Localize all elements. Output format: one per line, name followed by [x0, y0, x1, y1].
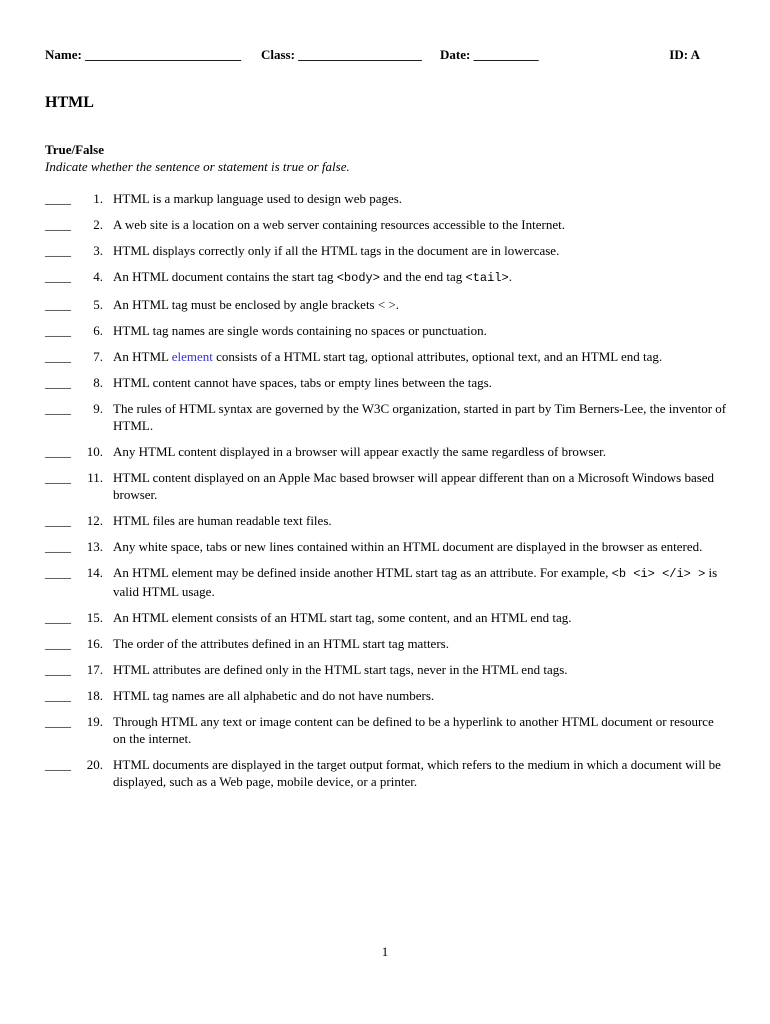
answer-blank: ____ [45, 470, 71, 485]
question-text: HTML displays correctly only if all the HTML tags in the document are in lowercase. [113, 243, 560, 258]
answer-blank: ____ [45, 757, 71, 772]
question-item [45, 713, 730, 747]
answer-blank: ____ [45, 323, 71, 338]
question-item [45, 242, 730, 259]
question-text-part: and the end tag [379, 269, 466, 284]
question-number: 15. [86, 610, 103, 625]
question-item [45, 443, 730, 460]
question-number: 11. [87, 470, 103, 485]
question-text: HTML content displayed on an Apple Mac based browser will appear different than on a Microsoft Windows based browser. [113, 470, 715, 502]
question-text-part: An HTML element may be defined inside another HTML start tag as an attribute. For example, [113, 565, 612, 580]
question-number: 7. [93, 349, 103, 364]
question-item [45, 538, 730, 555]
question-item [45, 687, 730, 704]
question-number: 5. [93, 297, 103, 312]
question-text-part: . [508, 269, 512, 284]
question-text [113, 348, 730, 365]
question-text: The order of the attributes defined in an HTML start tag matters. [113, 636, 449, 651]
question-item [45, 512, 730, 529]
question-text-part: An HTML [113, 349, 172, 364]
question-text-part: consists of a HTML start tag, optional attributes, optional text, and an HTML end tag. [212, 349, 663, 364]
question-item [45, 564, 730, 600]
question-text: HTML tag names are all alphabetic and do not have numbers. [113, 688, 435, 703]
question-item [45, 268, 730, 287]
question-number: 9. [93, 401, 103, 416]
class-field: Class: ___________________ [261, 47, 422, 62]
page-title: HTML [45, 94, 94, 111]
section-title: True/False [45, 142, 104, 157]
question-item [45, 216, 730, 233]
question-number: 3. [93, 243, 103, 258]
question-number: 2. [93, 217, 103, 232]
question-number: 18. [86, 688, 103, 703]
answer-blank: ____ [45, 243, 71, 258]
answer-blank: ____ [45, 714, 71, 729]
question-text: HTML files are human readable text files. [113, 513, 332, 528]
question-item [45, 190, 730, 207]
answer-blank: ____ [45, 539, 71, 554]
question-number: 17. [86, 662, 103, 677]
question-number: 6. [93, 323, 103, 338]
question-number: 13. [86, 539, 103, 554]
question-item [45, 756, 730, 790]
question-item [45, 348, 730, 365]
question-number: 10. [86, 444, 103, 459]
question-text [113, 564, 730, 600]
question-text: The rules of HTML syntax are governed by the W3C organization, started in part by Tim Berners-Lee, the inventor of HTML. [113, 401, 727, 433]
answer-blank: ____ [45, 444, 71, 459]
answer-blank: ____ [45, 297, 71, 312]
answer-blank: ____ [45, 610, 71, 625]
answer-blank: ____ [45, 269, 71, 284]
answer-blank: ____ [45, 688, 71, 703]
answer-blank: ____ [45, 401, 71, 416]
question-number: 14. [86, 565, 103, 580]
question-number: 1. [93, 191, 103, 206]
test-id: ID: A [669, 47, 700, 62]
question-text: HTML documents are displayed in the target output format, which refers to the medium in which a document will be displayed, such as a Web page, mobile device, or a printer. [113, 757, 721, 789]
question-text: An HTML tag must be enclosed by angle brackets < >. [113, 297, 400, 312]
question-item [45, 296, 730, 313]
name-field: Name: ________________________ [45, 47, 242, 62]
question-number: 12. [86, 513, 103, 528]
code-snippet: <b <i> </i> > [611, 567, 706, 581]
question-text: HTML content cannot have spaces, tabs or empty lines between the tags. [113, 375, 492, 390]
code-snippet: <body> [336, 271, 380, 285]
question-text: A web site is a location on a web server containing resources accessible to the Internet. [113, 217, 565, 232]
question-text: Any white space, tabs or new lines contained within an HTML document are displayed in the browser as entered. [113, 539, 703, 554]
question-number: 19. [86, 714, 103, 729]
question-text [113, 268, 730, 287]
question-item [45, 609, 730, 626]
answer-blank: ____ [45, 565, 71, 580]
question-text: An HTML element consists of an HTML start tag, some content, and an HTML end tag. [113, 610, 572, 625]
answer-blank: ____ [45, 513, 71, 528]
question-number: 8. [93, 375, 103, 390]
date-field: Date: __________ [440, 47, 539, 62]
question-text: Any HTML content displayed in a browser will appear exactly the same regardless of browser. [113, 444, 607, 459]
answer-blank: ____ [45, 662, 71, 677]
question-text: HTML tag names are single words containing no spaces or punctuation. [113, 323, 487, 338]
question-number: 4. [93, 269, 103, 284]
answer-blank: ____ [45, 375, 71, 390]
answer-blank: ____ [45, 349, 71, 364]
page-number: 1 [381, 944, 389, 959]
question-text-part: An HTML document contains the start tag [113, 269, 337, 284]
question-item [45, 400, 730, 434]
question-item [45, 661, 730, 678]
element-link[interactable]: element [171, 349, 213, 364]
question-number: 16. [86, 636, 103, 651]
question-item [45, 374, 730, 391]
answer-blank: ____ [45, 191, 71, 206]
question-item [45, 469, 730, 503]
question-list [45, 190, 730, 790]
question-item [45, 635, 730, 652]
answer-blank: ____ [45, 217, 71, 232]
section-instructions: Indicate whether the sentence or statement is true or false. [45, 159, 350, 174]
question-text: HTML attributes are defined only in the HTML start tags, never in the HTML end tags. [113, 662, 568, 677]
question-number: 20. [86, 757, 103, 772]
question-item [45, 322, 730, 339]
code-snippet: <tail> [465, 271, 509, 285]
answer-blank: ____ [45, 636, 71, 651]
question-text: HTML is a markup language used to design web pages. [113, 191, 403, 206]
question-text-part: is valid HTML usage. [113, 565, 718, 599]
question-text: Through HTML any text or image content can be defined to be a hyperlink to another HTML document or resource on the internet. [113, 714, 714, 746]
